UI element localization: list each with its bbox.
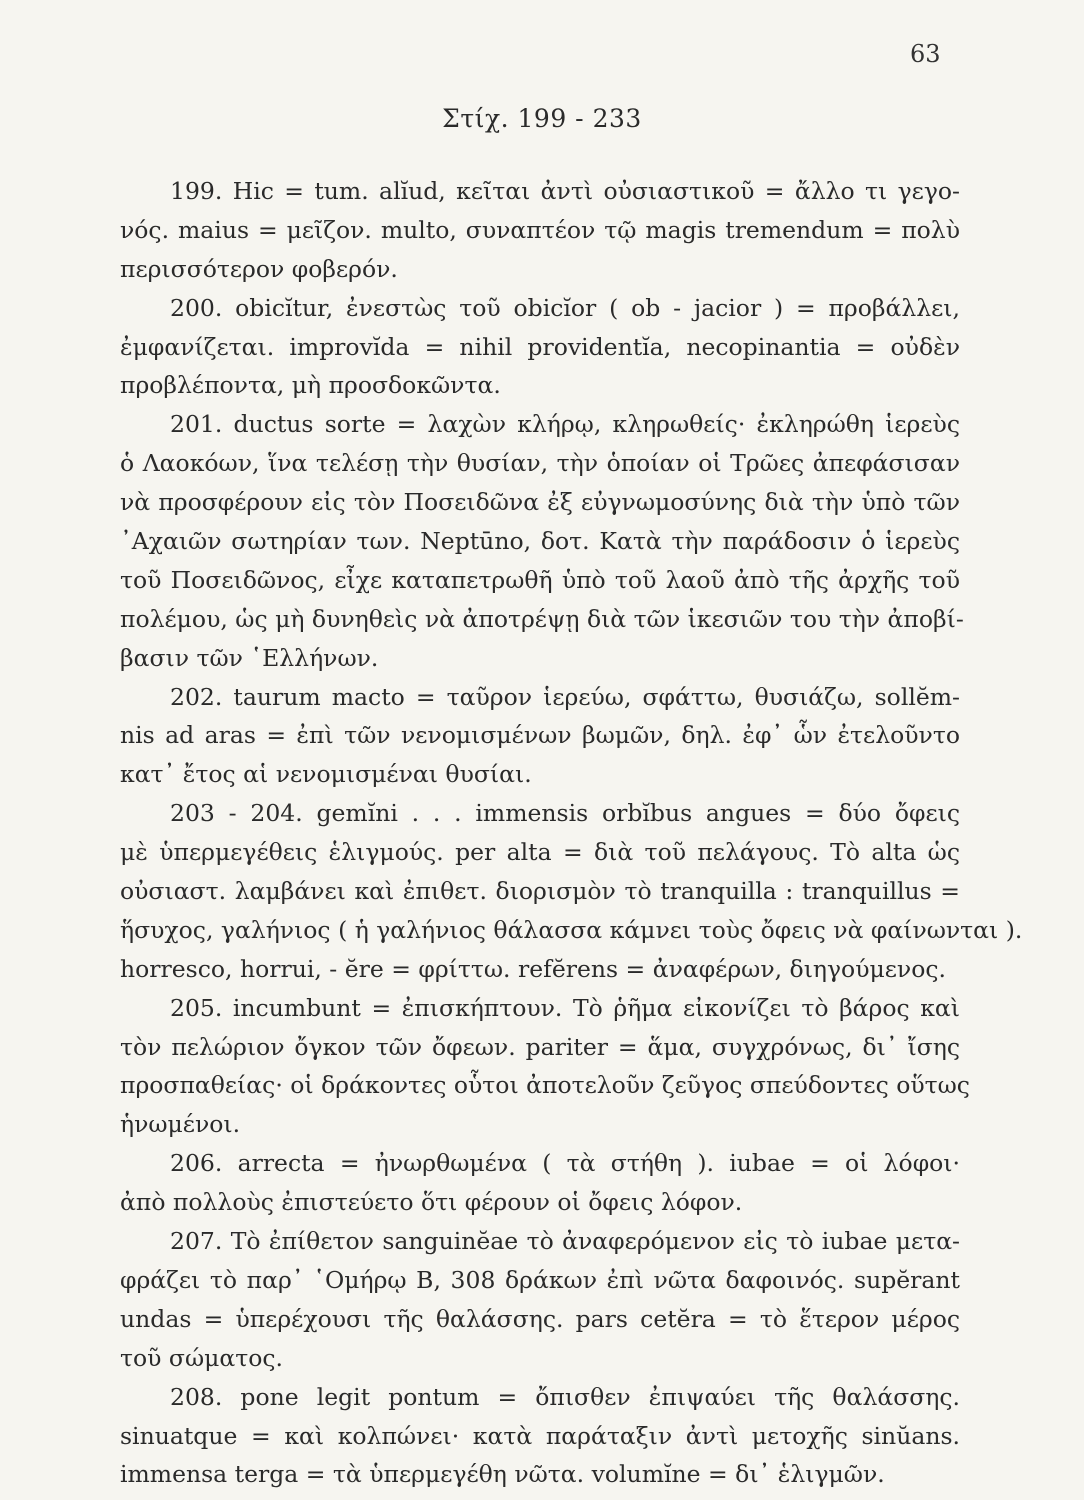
text-line: πολέμου, ὡς μὴ δυνηθεὶς νὰ ἀποτρέψῃ διὰ τῶν ἱκεσιῶν του τὴν ἀποβί-	[120, 604, 964, 633]
text-line: nis ad aras = ἐπὶ τῶν νενομισμένων βωμῶν, δηλ. ἐφ᾽ ὧν ἐτελοῦντο	[120, 721, 960, 750]
text-line: περισσότερον φοβερόν.	[120, 254, 398, 283]
text-line: horresco, horrui, - ĕre = φρίττω. refĕrens = ἀναφέρων, διηγούμενος.	[120, 954, 946, 983]
commentary-body	[120, 172, 1023, 1494]
text-line: τοῦ Ποσειδῶνος, εἶχε καταπετρωθῆ ὑπὸ τοῦ λαοῦ ἀπὸ τῆς ἀρχῆς τοῦ	[120, 565, 960, 594]
text-line: 207. Τὸ ἐπίθετον sanguinĕae τὸ ἀναφερόμενον εἰς τὸ iubae μετα-	[170, 1227, 960, 1256]
text-line: φράζει τὸ παρ᾽ ῾Ομήρῳ B, 308 δράκων ἐπὶ νῶτα δαφοινός. supĕrant	[120, 1265, 960, 1294]
text-line: 201. ductus sorte = λαχὼν κλήρῳ, κληρωθείς· ἐκληρώθη ἱερεὺς	[170, 410, 960, 439]
text-line: τοῦ σώματος.	[120, 1343, 284, 1372]
text-line: immensa terga = τὰ ὑπερμεγέθη νῶτα. volumĭne = δι᾽ ἑλιγμῶν.	[120, 1460, 885, 1489]
text-line: 199. Hic = tum. alĭud, κεῖται ἀντὶ οὐσιαστικοῦ = ἄλλο τι γεγο-	[170, 177, 960, 205]
text-line: sinuatque = καὶ κολπώνει· κατὰ παράταξιν ἀντὶ μετοχῆς sinŭans.	[120, 1421, 960, 1450]
section-heading: Στίχ. 199 - 233	[442, 104, 642, 133]
text-line: τὸν πελώριον ὄγκον τῶν ὄφεων. pariter = ἅμα, συγχρόνως, δι᾽ ἴσης	[120, 1032, 960, 1061]
text-line: βασιν τῶν ῾Ελλήνων.	[120, 643, 379, 672]
text-line: ἐμφανίζεται. improvĭda = nihil providentĭa, necopinantia = οὐδὲν	[120, 332, 960, 361]
text-line: ᾿Αχαιῶν σωτηρίαν των. Neptūno, δοτ. Κατὰ τὴν παράδοσιν ὁ ἱερεὺς	[120, 527, 960, 556]
text-line: κατ᾽ ἔτος αἱ νενομισμέναι θυσίαι.	[120, 760, 532, 789]
text-line: ὁ Λαοκόων, ἵνα τελέσῃ τὴν θυσίαν, τὴν ὁποίαν οἱ Τρῶες ἀπεφάσισαν	[120, 449, 960, 478]
text-line: ἡνωμένοι.	[120, 1110, 241, 1139]
text-line: ἥσυχος, γαλήνιος ( ἡ γαλήνιος θάλασσα κάμνει τοὺς ὄφεις νὰ φαίνωνται ).	[120, 915, 1023, 944]
text-line: 203 - 204. gemĭni . . . immensis orbĭbus angues = δύο ὄφεις	[170, 799, 960, 828]
text-line: προσπαθείας· οἱ δράκοντες οὗτοι ἀποτελοῦν ζεῦγος σπεύδοντες οὕτως	[120, 1071, 970, 1100]
text-line: 205. incumbunt = ἐπισκήπτουν. Τὸ ῥῆμα εἰκονίζει τὸ βάρος καὶ	[170, 993, 960, 1022]
text-line: νός. maius = μεῖζον. multo, συναπτέον τῷ magis tremendum = πολὺ	[120, 215, 960, 244]
text-line: undas = ὑπερέχουσι τῆς θαλάσσης. pars cetĕra = τὸ ἕτερον μέρος	[120, 1304, 960, 1333]
text-line: 200. obicĭtur, ἐνεστὼς τοῦ obicĭor ( ob - jacior ) = προβάλλει,	[170, 293, 960, 322]
text-line: 206. arrecta = ἠνωρθωμένα ( τὰ στήθη ). iubae = οἱ λόφοι·	[170, 1149, 960, 1178]
text-line: μὲ ὑπερμεγέθεις ἑλιγμούς. per alta = διὰ τοῦ πελάγους. Τὸ alta ὡς	[120, 838, 960, 867]
page-number: 63	[910, 40, 941, 68]
text-line: 208. pone legit pontum = ὄπισθεν ἐπιψαύει τῆς θαλάσσης.	[170, 1382, 960, 1411]
text-line: προβλέποντα, μὴ προσδοκῶντα.	[120, 371, 501, 400]
text-line: 202. taurum macto = ταῦρον ἱερεύω, σφάττω, θυσιάζω, sollĕm-	[170, 682, 960, 711]
text-line: νὰ προσφέρουν εἰς τὸν Ποσειδῶνα ἐξ εὐγνωμοσύνης διὰ τὴν ὑπὸ τῶν	[120, 488, 960, 517]
text-line: οὐσιαστ. λαμβάνει καὶ ἐπιθετ. διορισμὸν τὸ tranquilla : tranquillus =	[120, 877, 960, 906]
text-line: ἀπὸ πολλοὺς ἐπιστεύετο ὅτι φέρουν οἱ ὄφεις λόφον.	[120, 1188, 743, 1217]
